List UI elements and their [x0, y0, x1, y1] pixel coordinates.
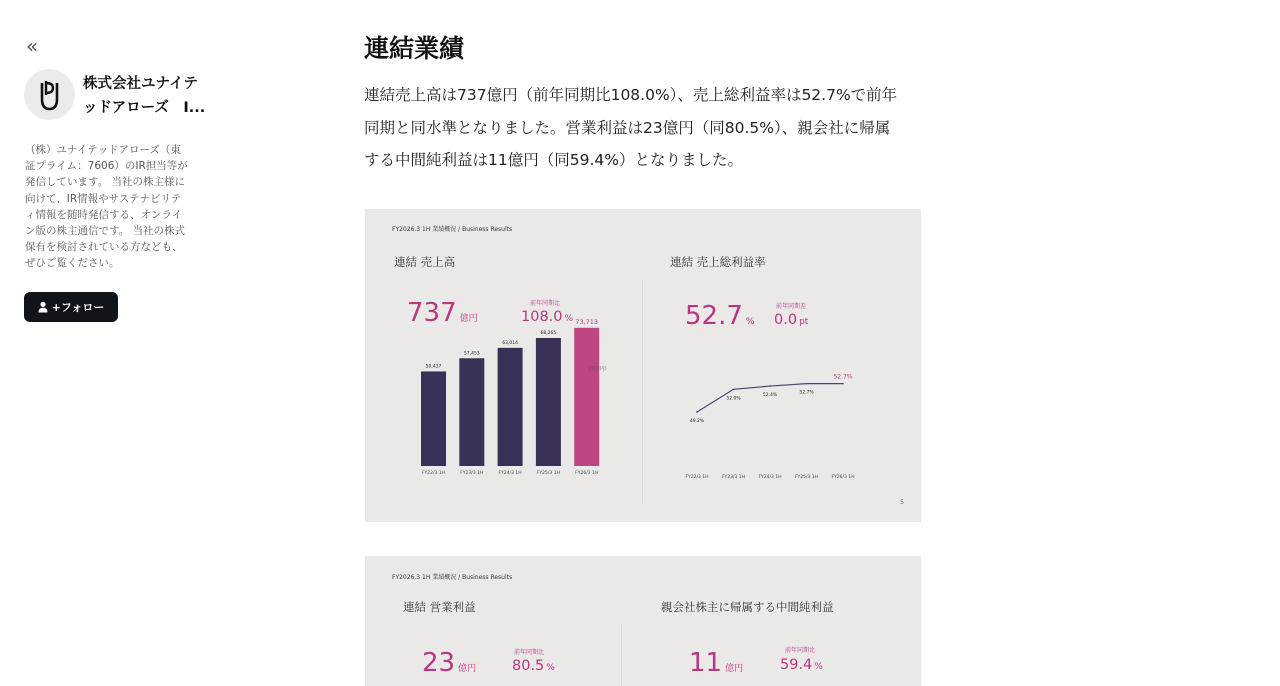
margin-value-number: 52.7: [685, 301, 743, 331]
line-category-label: FY24/3 1H: [758, 475, 782, 480]
panel-title-gross-margin: 連結 売上総利益率: [670, 255, 766, 269]
bio-line: 発信しています。 当社の株主様に: [25, 176, 185, 189]
line-point-1: [733, 389, 735, 391]
bar-category-label: FY24/3 1H: [498, 471, 522, 476]
bio-line: ン版の株主通信です。 当社の株式: [25, 225, 185, 238]
line-value-label: 52.7%: [833, 373, 853, 381]
bio-line: ィ情報を随時発信する、オンライ: [25, 208, 183, 221]
profile-bio: [25, 142, 195, 272]
panel-title-operating-income: 連結 営業利益: [403, 600, 476, 614]
lead-line: する中間純利益は11億円（同59.4%）となりました。: [364, 151, 743, 169]
bio-line: 向けて、IR情報やサステナビリテ: [25, 192, 182, 205]
bar-category-label: FY25/3 1H: [536, 471, 560, 476]
slide-header: FY2026.3 1H 業績概況 / Business Results: [392, 574, 513, 581]
sales-value-unit: 億円: [459, 314, 478, 324]
line-point-3: [806, 383, 808, 385]
operating-income-yoy-unit: %: [546, 663, 555, 673]
slide-header: FY2026.3 1H 業績概況 / Business Results: [392, 226, 513, 233]
bar-value-label: 50,437: [425, 364, 442, 370]
panel-title-net-income: 親会社株主に帰属する中間純利益: [661, 600, 834, 614]
sales-yoy-label: 前年同期比: [530, 300, 561, 307]
lead-paragraph: [364, 79, 924, 177]
line-category-label: FY22/3 1H: [685, 475, 709, 480]
panel-title-sales: 連結 売上高: [394, 255, 456, 269]
follow-button[interactable]: [24, 292, 118, 322]
net-income-yoy-value: [780, 657, 823, 673]
company-name-line2: ッドアローズ I...: [83, 100, 206, 116]
bar-category-label: FY22/3 1H: [421, 471, 446, 476]
net-income-unit: 億円: [725, 664, 744, 674]
bar-value-label: 73,713: [575, 317, 599, 326]
bar-1: [459, 358, 484, 466]
bar-unit-label: （百万円）: [586, 367, 610, 372]
margin-yoy-unit: pt: [799, 317, 809, 327]
bio-line: （株）ユナイテッドアローズ（東: [25, 144, 181, 156]
line-point-4: [842, 383, 844, 385]
slide-page-number: 5: [900, 499, 904, 506]
line-category-label: FY25/3 1H: [794, 475, 819, 480]
company-logo-icon: [24, 69, 75, 120]
operating-income-unit: 億円: [458, 664, 477, 674]
operating-income-yoy-number: 80.5: [512, 658, 545, 674]
bar-category-label: FY23/3 1H: [460, 471, 484, 476]
company-name[interactable]: [83, 72, 211, 120]
follow-label: +フォロー: [51, 301, 105, 314]
add-user-icon: [38, 301, 50, 313]
operating-income-yoy-label: 前年同期比: [514, 649, 545, 656]
bar-2: [498, 348, 523, 466]
margin-value-unit: %: [745, 317, 755, 327]
double-chevron-left-icon[interactable]: «: [26, 34, 39, 58]
slide-image-2[interactable]: [365, 556, 921, 686]
bar-4: [574, 328, 599, 466]
net-income-number: 11: [689, 648, 723, 678]
net-income-yoy-number: 59.4: [780, 657, 813, 673]
sales-yoy-number: 108.0: [521, 309, 563, 325]
lead-line: 同期と同水準となりました。営業利益は23億円（同80.5%）、親会社に帰属: [364, 118, 891, 137]
net-income-yoy-label: 前年同期比: [785, 647, 816, 654]
bar-value-label: 57,453: [463, 351, 480, 357]
line-value-label: 49.2%: [689, 418, 705, 424]
avatar[interactable]: [24, 69, 75, 120]
line-category-label: FY23/3 1H: [721, 475, 746, 480]
operating-income-yoy-value: [512, 658, 555, 674]
lead-line: 連結売上高は737億円（前年同期比108.0%）、売上総利益率は52.7%で前年: [364, 86, 898, 104]
bar-0: [421, 371, 446, 466]
sales-value-number: 737: [407, 298, 457, 328]
line-value-label: 52.4%: [762, 393, 778, 399]
margin-yoy-label: 前年同期差: [776, 303, 807, 310]
margin-yoy-number: 0.0: [774, 312, 798, 328]
slide1-charts: [365, 209, 921, 522]
bio-line: 証プライム：7606）のIR担当等が: [25, 160, 188, 173]
slide-image-1[interactable]: [365, 209, 921, 522]
line-value-label: 52.0%: [726, 396, 741, 402]
bar-value-label: 63,014: [502, 340, 518, 346]
bio-line: 保有を検討されている方なども、: [25, 241, 183, 254]
page-title: 連結業績: [364, 34, 465, 63]
operating-income-number: 23: [422, 648, 456, 678]
bar-value-label: 68,265: [540, 331, 557, 337]
net-income-yoy-unit: %: [814, 662, 823, 672]
bar-3: [536, 338, 561, 466]
bio-line: ぜひご覧ください。: [25, 257, 120, 270]
company-name-line1: 株式会社ユナイテ: [83, 76, 198, 92]
sales-yoy-unit: %: [564, 314, 574, 324]
line-value-label: 52.7%: [799, 390, 814, 396]
panel-divider: [621, 624, 622, 686]
bar-category-label: FY26/3 1H: [575, 471, 599, 476]
line-point-0: [696, 411, 698, 413]
line-category-label: FY26/3 1H: [831, 475, 855, 480]
line-point-2: [769, 385, 771, 387]
